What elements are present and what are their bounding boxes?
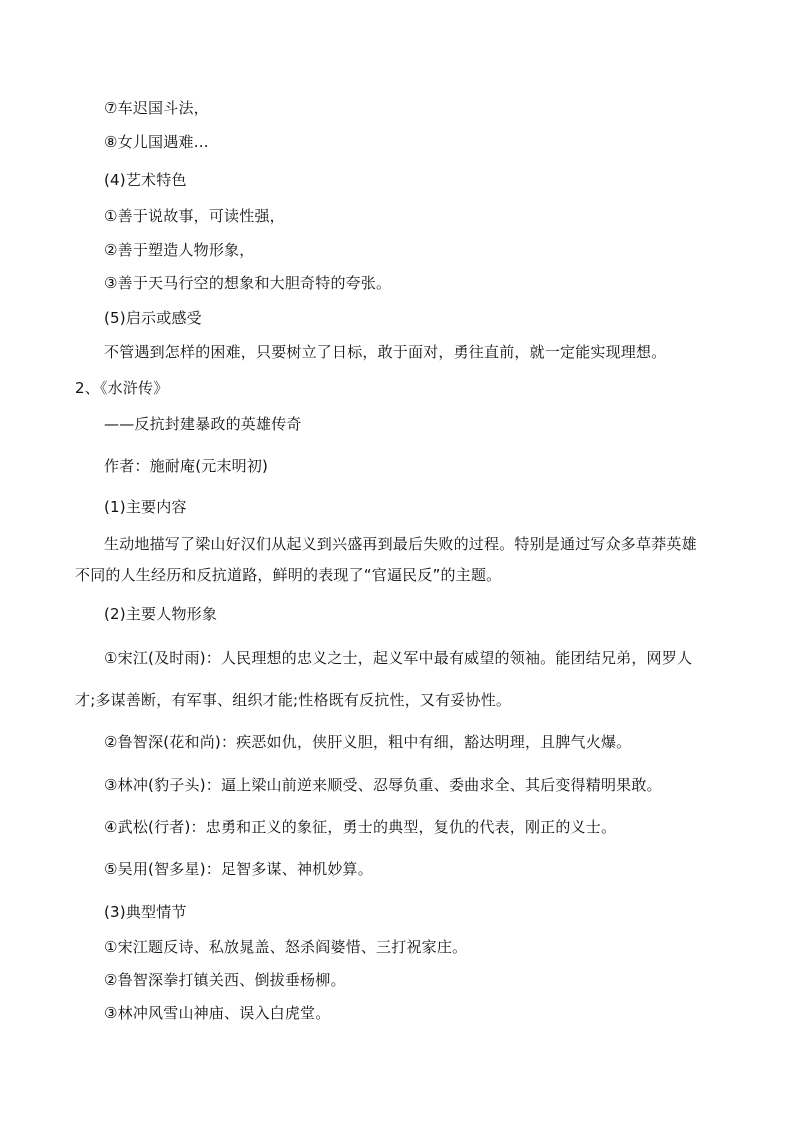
text-line: 生动地描写了梁山好汉们从起义到兴盛再到最后失败的过程。特别是通过写众多草莽英雄 <box>104 535 697 553</box>
text-line: ②鲁智深(花和尚)：疾恶如仇，侠肝义胆，粗中有细，豁达明理，且脾气火爆。 <box>104 733 632 751</box>
text-line: 不管遇到怎样的困难，只要树立了日标，敢于面对，勇往直前，就一定能实现理想。 <box>104 343 667 361</box>
text-line: ①宋江题反诗、私放晁盖、怒杀阎婆惜、三打祝家庄。 <box>104 938 468 956</box>
text-line: 才;多谋善断，有军事、组织才能;性格既有反抗性，又有妥协性。 <box>75 691 512 709</box>
text-line: ⑤吴用(智多星)：足智多谋、神机妙算。 <box>104 860 373 878</box>
section-heading: (2)主要人物形象 <box>104 605 218 623</box>
subtitle-line: ——反抗封建暴政的英雄传奇 <box>104 415 302 433</box>
section-heading: (1)主要内容 <box>104 498 187 516</box>
text-line: ⑦车迟国斗法， <box>104 99 209 117</box>
section-heading: (3)典型情节 <box>104 903 187 921</box>
text-line: ②善于塑造人物形象， <box>104 241 255 259</box>
text-line: 不同的人生经历和反抗道路，鲜明的表现了“官逼民反”的主题。 <box>75 566 502 584</box>
text-line: ①善于说故事，可读性强， <box>104 207 285 225</box>
text-line: ①宋江(及时雨)：人民理想的忠义之士，起义军中最有威望的领袖。能团结兄弟，网罗人 <box>104 649 693 667</box>
text-line: ③林冲(豹子头)：逼上梁山前逆来顺受、忍辱负重、委曲求全、其后变得精明果敢。 <box>104 776 662 794</box>
text-line: ②鲁智深拳打镇关西、倒拔垂杨柳。 <box>104 971 346 989</box>
text-line: ③林冲风雪山神庙、误入白虎堂。 <box>104 1004 331 1022</box>
text-line: ⑧女儿国遇难… <box>104 133 209 151</box>
text-line: ③善于天马行空的想象和大胆奇特的夸张。 <box>104 274 392 292</box>
section-heading: (4)艺术特色 <box>104 171 187 189</box>
text-line: ④武松(行者)：忠勇和正义的象征，勇士的典型，复仇的代表，刚正的义士。 <box>104 818 617 836</box>
section-heading: (5)启示或感受 <box>104 309 202 327</box>
chapter-heading: 2、《水浒传》 <box>75 379 169 397</box>
author-line: 作者：施耐庵(元末明初) <box>104 457 269 475</box>
